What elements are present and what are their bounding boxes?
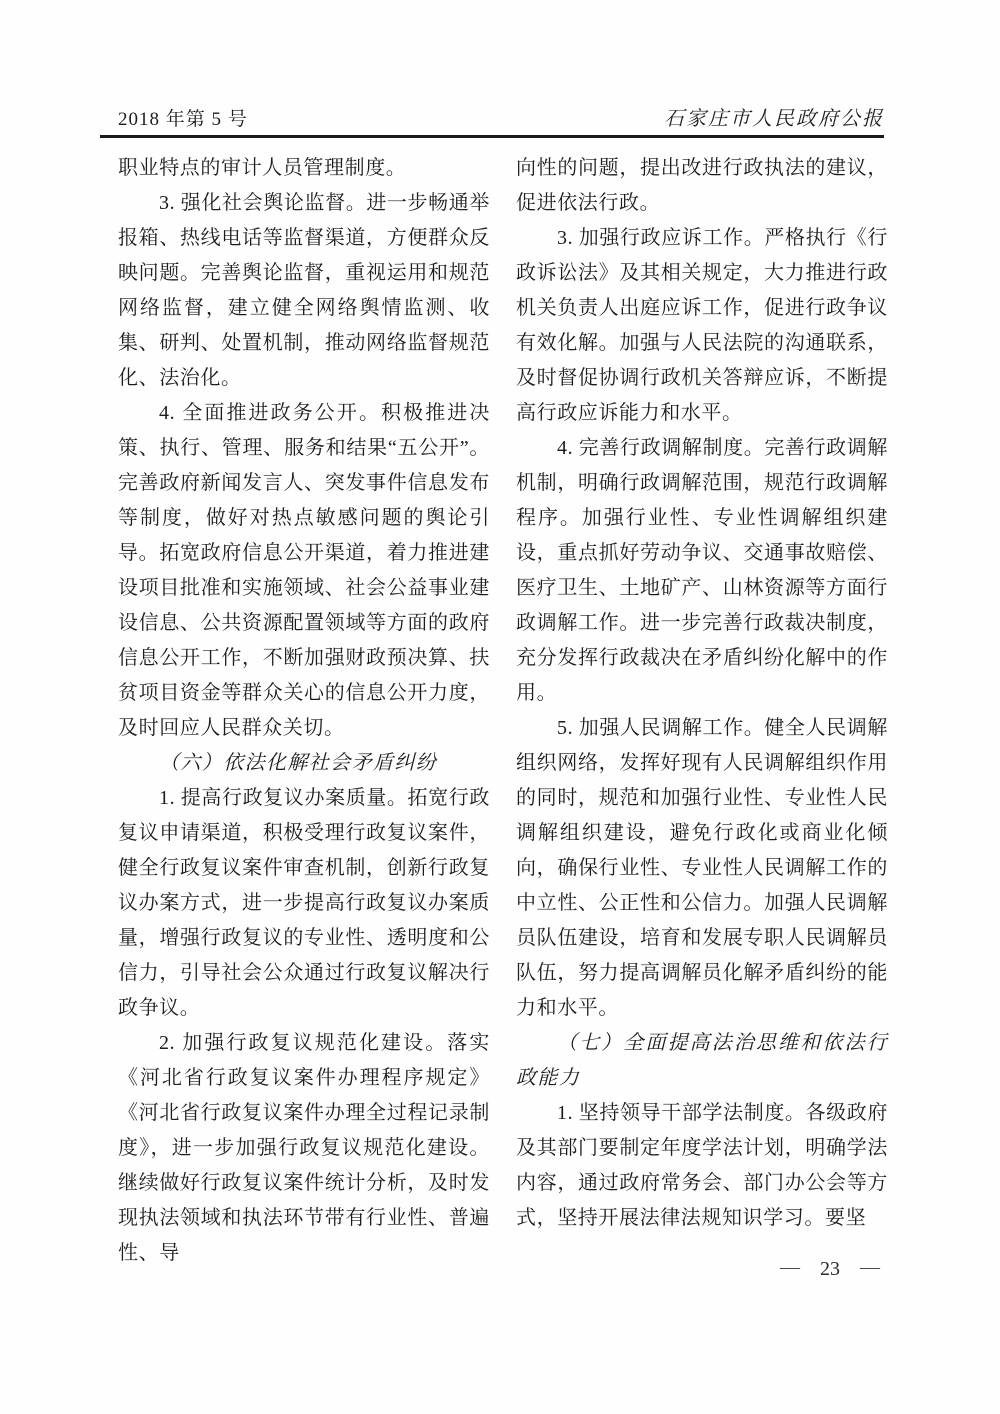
- page-number: [740, 1258, 920, 1281]
- section-heading-7: （七）全面提高法治思维和依法行政能力: [516, 1032, 888, 1089]
- paragraph: 3. 加强行政应诉工作。严格执行《行政诉讼法》及其相关规定，大力推进行政机关负责人出庭应诉工作，促进行政争议有效化解。加强与人民法院的沟通联系，及时督促协调行政机关答辩应诉，不断提高行政应诉能力和水平。: [516, 227, 888, 424]
- left-column: [118, 151, 490, 1271]
- header-rule: [100, 135, 884, 138]
- paragraph: 职业特点的审计人员管理制度。: [118, 157, 407, 179]
- page-number-left-dash: —: [780, 1256, 800, 1278]
- paragraph: 4. 完善行政调解制度。完善行政调解机制，明确行政调解范围，规范行政调解程序。加强行业性、专业性调解组织建设，重点抓好劳动争议、交通事故赔偿、医疗卫生、土地矿产、山林资源等方面行政调解工作。进一步完善行政裁决制度，充分发挥行政裁决在矛盾纠纷化解中的作用。: [516, 437, 888, 704]
- page-number-value: 23: [820, 1258, 840, 1280]
- issue-label: 2018 年第 5 号: [118, 109, 248, 130]
- running-header: [118, 102, 884, 131]
- right-column: [516, 151, 888, 1271]
- paragraph: 5. 加强人民调解工作。健全人民调解组织网络，发挥好现有人民调解组织作用的同时，规范和加强行业性、专业性人民调解组织建设，避免行政化或商业化倾向，确保行业性、专业性人民调解工作的中立性、公正性和公信力。加强人民调解员队伍建设，培育和发展专职人民调解员队伍，努力提高调解员化解矛盾纠纷的能力和水平。: [516, 717, 888, 1019]
- paragraph: 2. 加强行政复议规范化建设。落实《河北省行政复议案件办理程序规定》《河北省行政复议案件办理全过程记录制度》，进一步加强行政复议规范化建设。继续做好行政复议案件统计分析，及时发现执法领域和执法环节带有行业性、普遍性、导: [118, 1032, 490, 1264]
- paragraph: 1. 坚持领导干部学法制度。各级政府及其部门要制定年度学法计划，明确学法内容，通过政府常务会、部门办公会等方式，坚持开展法律法规知识学习。要坚: [516, 1102, 888, 1229]
- paragraph: 4. 全面推进政务公开。积极推进决策、执行、管理、服务和结果“五公开”。完善政府新闻发言人、突发事件信息发布等制度，做好对热点敏感问题的舆论引导。拓宽政府信息公开渠道，着力推进建设项目批准和实施领域、社会公益事业建设信息、公共资源配置领域等方面的政府信息公开工作，不断加强财政预决算、扶贫项目资金等群众关心的信息公开力度，及时回应人民群众关切。: [118, 402, 490, 739]
- page-number-right-dash: —: [860, 1256, 880, 1278]
- publication-title: 石家庄市人民政府公报: [664, 108, 884, 130]
- section-heading-6: （六）依法化解社会矛盾纠纷: [159, 752, 438, 774]
- paragraph: 3. 强化社会舆论监督。进一步畅通举报箱、热线电话等监督渠道，方便群众反映问题。完善舆论监督，重视运用和规范网络监督，建立健全网络舆情监测、收集、研判、处置机制，推动网络监督规范化、法治化。: [118, 192, 490, 389]
- paragraph: 1. 提高行政复议办案质量。拓宽行政复议申请渠道，积极受理行政复议案件，健全行政复议案件审查机制，创新行政复议办案方式，进一步提高行政复议办案质量，增强行政复议的专业性、透明度和公信力，引导社会公众通过行政复议解决行政争议。: [118, 787, 490, 1019]
- paragraph: 向性的问题，提出改进行政执法的建议，促进依法行政。: [516, 157, 888, 214]
- text-columns: [118, 151, 888, 1271]
